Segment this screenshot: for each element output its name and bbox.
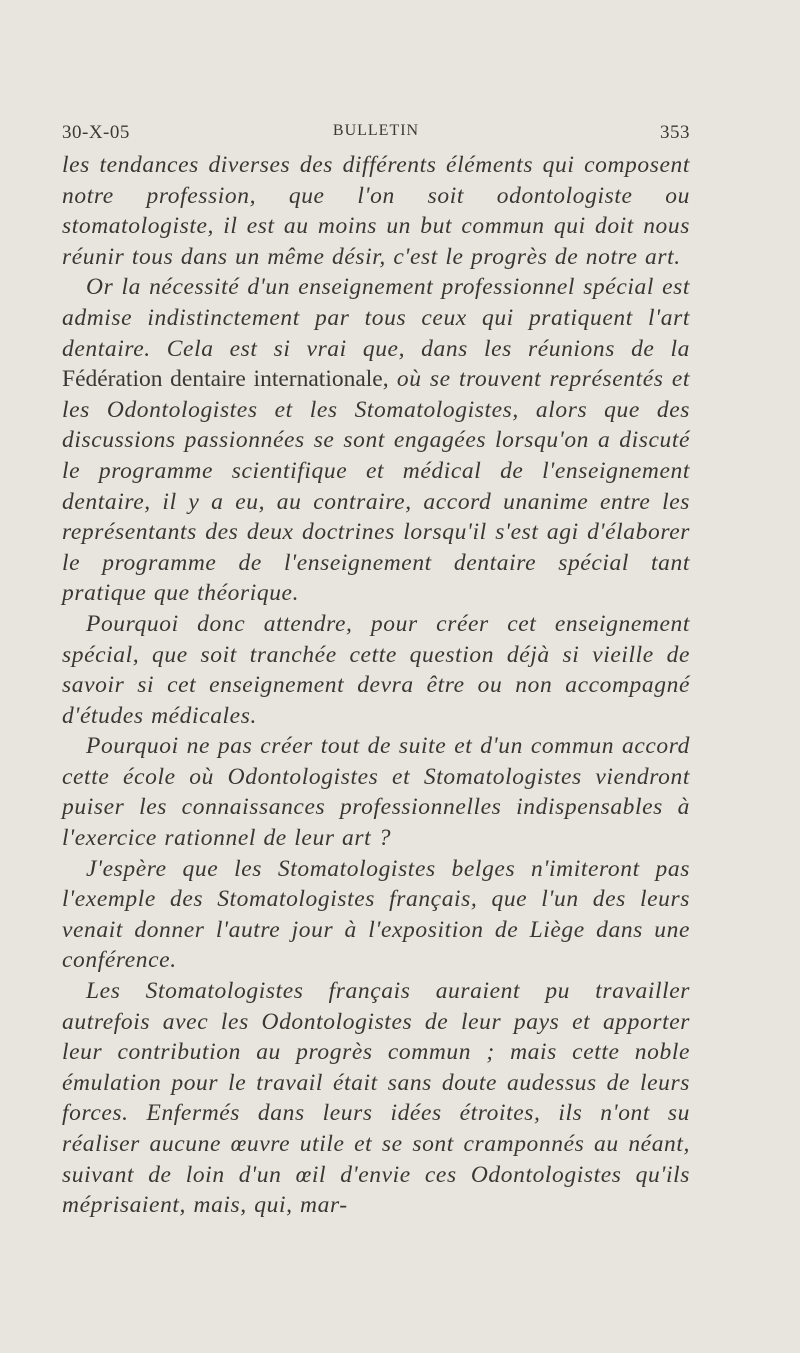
paragraph-federation: [62, 272, 690, 609]
paragraph-federation-after: où se trouvent représentés et les Odontologistes et les Stomatologistes, alors que des discussions passionnées se sont engagées lorsqu'on a discuté le programme scientifique et médical de l'enseignement dentaire, il y a eu, au contraire, accord unanime entre les représentants des deux doctrines lorsqu'il s'est agi d'élaborer le programme de l'enseignement dentaire spécial tant pratique que théorique.: [62, 366, 690, 607]
body-text: [62, 150, 690, 1221]
paragraph-continuation: les tendances diverses des différents éléments qui composent notre profession, que l'on soit odontologiste ou stomatologiste, il est au moins un but commun qui doit nous réunir tous dans un même désir, c'est le progrès de notre art.: [62, 152, 690, 270]
federation-name: Fédération dentaire internationale,: [62, 366, 389, 393]
paragraph-federation-before: Or la nécessité d'un enseignement professionnel spécial est admise indistinctement par tous ceux qui pratiquent l'art dentaire. Cela est si vrai que, dans les réunions de la: [62, 274, 690, 362]
header-date: 30-X-05: [62, 122, 130, 143]
paragraph-stomatologistes-francais: Les Stomatologistes français auraient pu travailler autrefois avec les Odontologistes de leur pays et apporter leur contribution au progrès commun ; mais cette noble émulation pour le travail était sans doute audessus de leurs forces. Enfermés dans leurs idées étroites, ils n'ont su réaliser aucune œuvre utile et se sont cramponnés au néant, suivant de loin d'un œil d'envie ces Odontologistes qu'ils méprisaient, mais, qui, mar-: [62, 978, 690, 1219]
header-title: BULLETIN: [332, 122, 420, 139]
page-number: 353: [660, 122, 690, 143]
paragraph-pourquoi-attendre: Pourquoi donc attendre, pour créer cet enseignement spécial, que soit tranchée cette question déjà si vieille de savoir si cet enseignement devra être ou non accompagné d'études médicales.: [62, 610, 690, 729]
paragraph-espere: J'espère que les Stomatologistes belges n'imiteront pas l'exemple des Stomatologistes français, que l'un des leurs venait donner l'autre jour à l'exposition de Liège dans une conférence.: [62, 855, 690, 974]
running-header: [62, 122, 690, 148]
paragraph-pourquoi-creer: Pourquoi ne pas créer tout de suite et d'un commun accord cette école où Odontologistes et Stomatologistes viendront puiser les connaissances professionnelles indispensables à l'exercice rationnel de leur art ?: [62, 733, 690, 852]
